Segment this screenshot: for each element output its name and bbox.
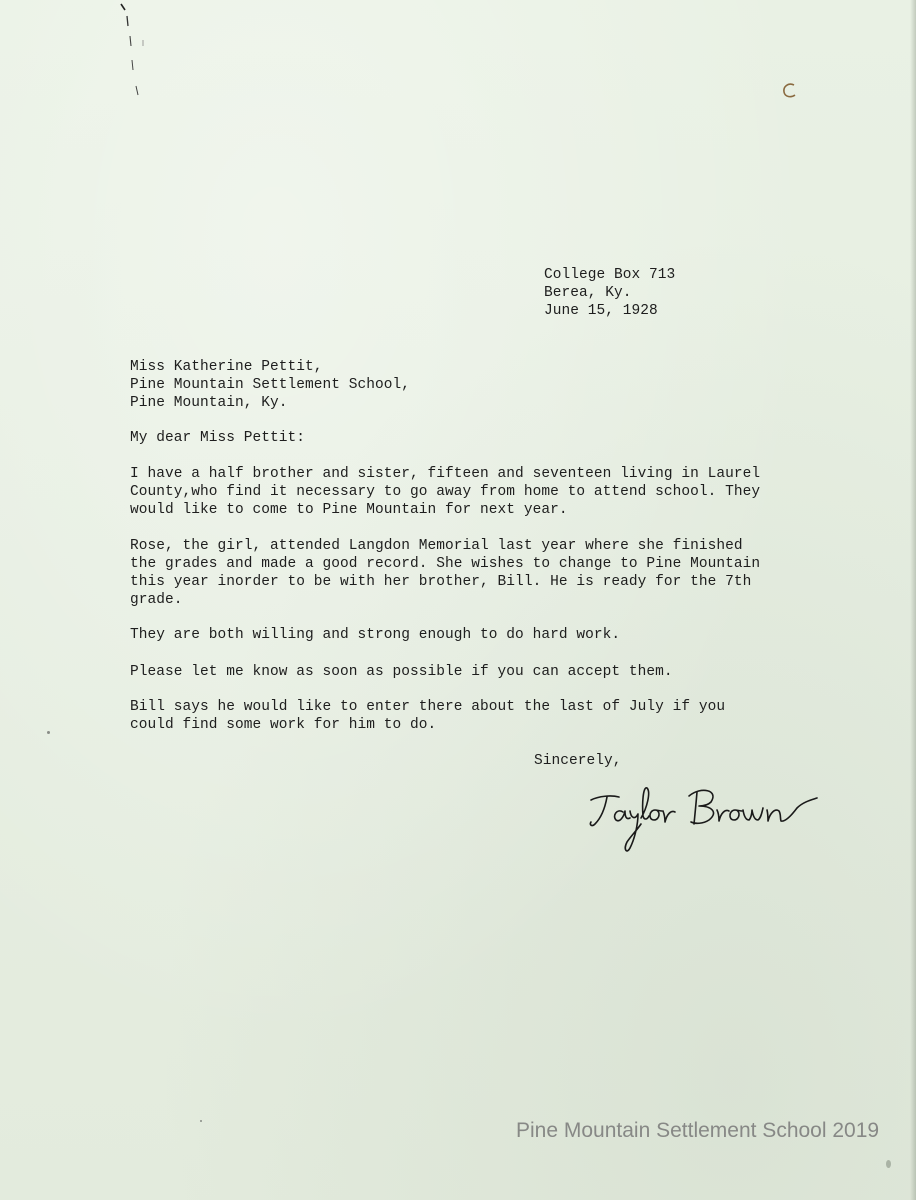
paper-speck <box>47 731 50 734</box>
body-paragraph-2 <box>130 537 760 609</box>
binder-marks <box>115 0 155 100</box>
body-paragraph-5 <box>130 698 725 734</box>
body-line: Rose, the girl, attended Langdon Memorial last year where she finished <box>130 538 743 554</box>
body-paragraph-4 <box>130 663 673 681</box>
closing <box>534 752 622 770</box>
salutation <box>130 429 305 447</box>
body-line: this year inorder to be with her brother, Bill. He is ready for the 7th <box>130 574 752 590</box>
recipient-name: Miss Katherine Pettit, <box>130 359 323 375</box>
closing-text: Sincerely, <box>534 753 622 769</box>
recipient-location: Pine Mountain, Ky. <box>130 395 288 411</box>
letter-date: June 15, 1928 <box>544 303 658 319</box>
paper-speck <box>200 1120 202 1122</box>
salutation-text: My dear Miss Pettit: <box>130 430 306 446</box>
body-line: I have a half brother and sister, fifteen and seventeen living in Laurel <box>130 466 761 482</box>
body-line: the grades and made a good record. She wishes to change to Pine Mountain <box>130 556 761 572</box>
handwritten-signature <box>585 778 830 858</box>
recipient-organization: Pine Mountain Settlement School, <box>130 377 411 393</box>
body-line: Please let me know as soon as possible if you can accept them. <box>130 664 673 680</box>
body-line: County,who find it necessary to go away from home to attend school. They <box>130 484 761 500</box>
body-line: Bill says he would like to enter there about the last of July if you <box>130 699 726 715</box>
return-address-line: College Box 713 <box>544 267 676 283</box>
pencil-c-mark <box>780 80 798 102</box>
return-address <box>544 266 675 320</box>
body-line: could find some work for him to do. <box>130 717 437 733</box>
watermark: Pine Mountain Settlement School 2019 <box>516 1119 880 1142</box>
body-paragraph-3 <box>130 626 620 644</box>
body-line: They are both willing and strong enough to do hard work. <box>130 627 621 643</box>
body-paragraph-1 <box>130 465 760 519</box>
return-address-line: Berea, Ky. <box>544 285 632 301</box>
inside-address <box>130 358 410 412</box>
paper-edge-shadow <box>910 0 916 1200</box>
body-line: would like to come to Pine Mountain for next year. <box>130 502 568 518</box>
body-line: grade. <box>130 592 183 608</box>
paper-speck <box>886 1160 891 1168</box>
